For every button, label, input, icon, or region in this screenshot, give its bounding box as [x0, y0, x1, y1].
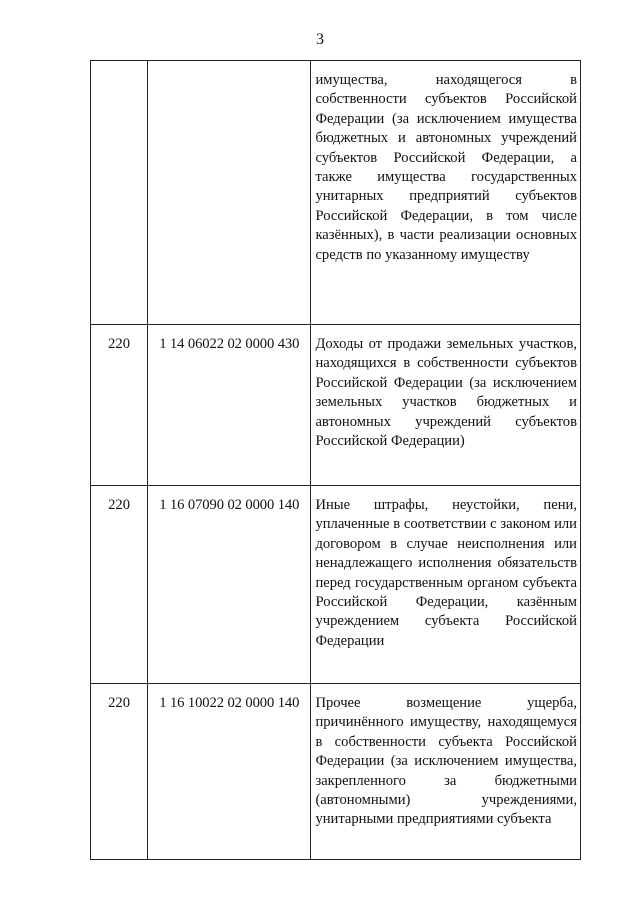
revenue-codes-table [90, 60, 581, 860]
admin-code-cell: 220 [91, 684, 148, 860]
admin-code-cell [91, 61, 148, 325]
description-cell: Иные штрафы, неустойки, пени, уплаченные в соответствии с законом или договором в случае неисполнения или ненадлежащего исполнения обязательств перед государственным органом субъекта Российской Федерации, казённым учреждением субъекта Российской Федерации [311, 486, 581, 684]
budget-code-cell [148, 61, 311, 325]
description-cell: имущества, находящегося в собственности субъектов Российской Федерации (за исключением имущества бюджетных и автономных учреждений субъектов Российской Федерации, а также имущества государственных унитарных предприятий субъектов Российской Федерации, в том числе казённых), в части реализации основных средств по указанному имуществу [311, 61, 581, 325]
admin-code-cell: 220 [91, 325, 148, 486]
table-row [91, 486, 581, 684]
page-number: 3 [316, 31, 324, 48]
admin-code-cell: 220 [91, 486, 148, 684]
description-cell: Прочее возмещение ущерба, причинённого имуществу, находящемуся в собственности субъекта Российской Федерации (за исключением имущества, закрепленного за бюджетными (автономными) учреждениями, унитарными предприятиями субъекта [311, 684, 581, 860]
table-row [91, 325, 581, 486]
description-cell: Доходы от продажи земельных участков, находящихся в собственности субъектов Российской Федерации (за исключением земельных участков бюджетных и автономных учреждений субъектов Российской Федерации) [311, 325, 581, 486]
table-row [91, 61, 581, 325]
budget-code-cell: 1 16 07090 02 0000 140 [148, 486, 311, 684]
table-row [91, 684, 581, 860]
budget-code-cell: 1 14 06022 02 0000 430 [148, 325, 311, 486]
budget-code-cell: 1 16 10022 02 0000 140 [148, 684, 311, 860]
